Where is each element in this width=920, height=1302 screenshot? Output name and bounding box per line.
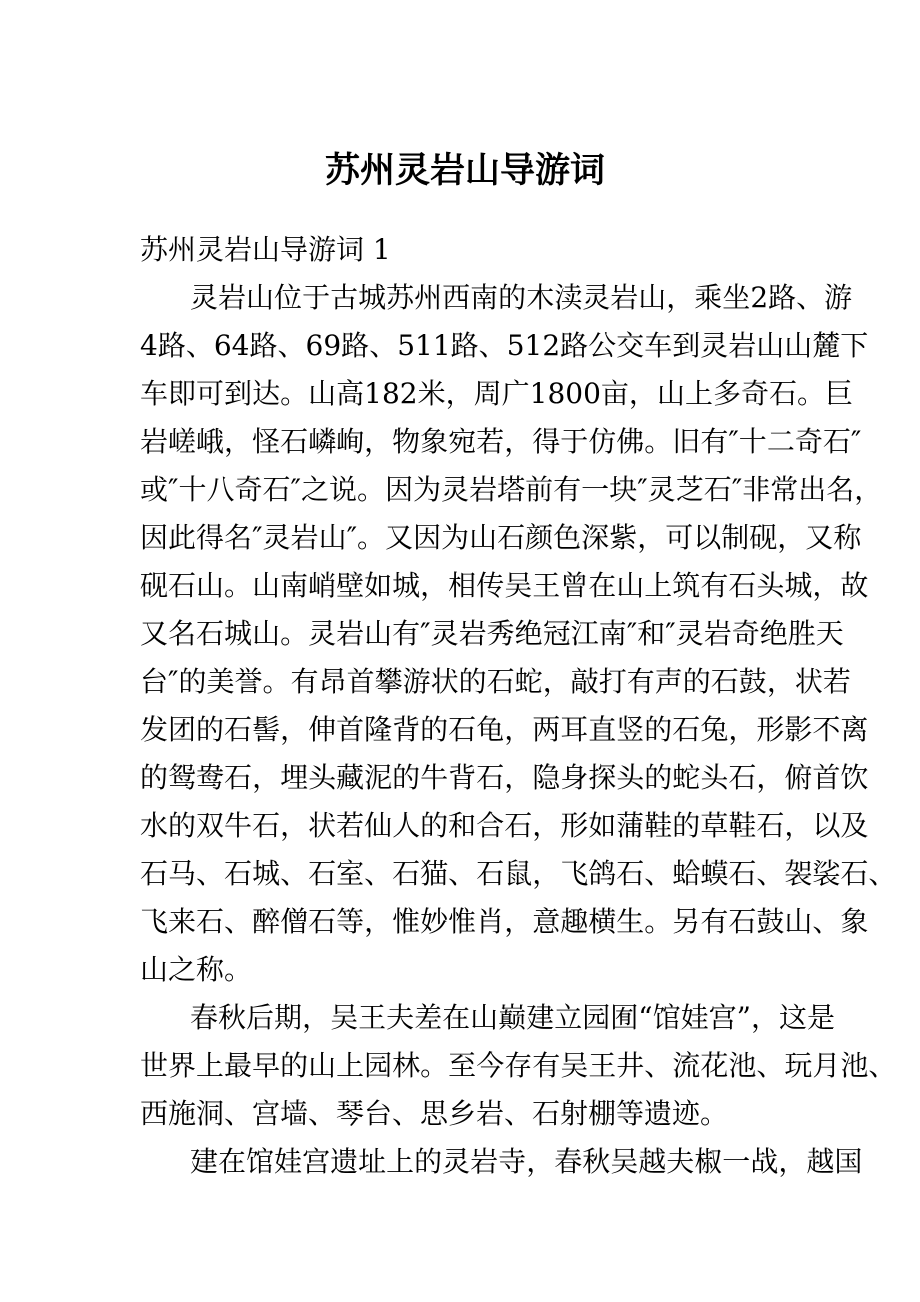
text-line: 或 ″ 十 八 奇 石 ″ 之 说 。 因 为 灵 岩 塔 前 有 一 块 ″ 灵 芝 石 ″ 非 常 出 名 ， bbox=[140, 473, 883, 506]
text-line: 发 团 的 石 髻 ， 伸 首 隆 背 的 石 龟 ， 两 耳 直 竖 的 石 兔 ， 形 影 不 离 bbox=[140, 713, 869, 746]
text-line: 石 马 、 石 城 、 石 室 、 石 猫 、 石 鼠 ， 飞 鸽 石 、 蛤 蟆 石 、 袈 裟 石 、 bbox=[140, 857, 897, 890]
text-line: 世 界 上 最 早 的 山 上 园 林 。 至 今 存 有 吴 王 井 、 流 花 池 、 玩 月 池 、 bbox=[140, 1049, 897, 1082]
paragraph bbox=[140, 274, 897, 994]
text-line: 因 此 得 名 ″ 灵 岩 山 ″ 。 又 因 为 山 石 颜 色 深 紫 ， 可 以 制 砚 ， 又 称 bbox=[140, 521, 862, 554]
text-line: 砚 石 山 。 山 南 峭 壁 如 城 ， 相 传 吴 王 曾 在 山 上 筑 有 石 头 城 ， 故 bbox=[140, 569, 869, 602]
text-line: 车 即 可 到 达 。 山 高 182 米 ， 周 广 1800 亩 ， 山 上 多 奇 石 。 巨 bbox=[140, 377, 854, 410]
text-line: 山之称。 bbox=[140, 953, 253, 986]
text-line: 飞 来 石 、 醉 僧 石 等 ， 惟 妙 惟 肖 ， 意 趣 横 生 。 另 有 石 鼓 山 、 象 bbox=[140, 905, 869, 938]
text-line: 西施洞、宫墙、琴台、思乡岩、石射棚等遗迹。 bbox=[140, 1097, 729, 1130]
text-line: 水 的 双 牛 石 ， 状 若 仙 人 的 和 合 石 ， 形 如 蒲 鞋 的 草 鞋 石 ， 以 及 bbox=[140, 809, 869, 842]
text-line: 又 名 石 城 山 。 灵 岩 山 有 ″ 灵 岩 秀 绝 冠 江 南 ″ 和 ″ 灵 岩 奇 绝 胜 天 bbox=[140, 617, 844, 650]
text-line: 灵 岩 山 位 于 古 城 苏 州 西 南 的 木 渎 灵 岩 山 ， 乘 坐 2 路 、 游 bbox=[190, 281, 853, 314]
paragraph bbox=[140, 994, 897, 1138]
text-line: 建 在 馆 娃 宫 遗 址 上 的 灵 岩 寺 ， 春 秋 吴 越 夫 椒 一 战 ， 越 国 bbox=[190, 1145, 863, 1178]
text-line: 的 鸳 鸯 石 ， 埋 头 藏 泥 的 牛 背 石 ， 隐 身 探 头 的 蛇 头 石 ， 俯 首 饮 bbox=[140, 761, 869, 794]
document-body bbox=[140, 274, 897, 1186]
text-line: 台 ″ 的 美 誉 。 有 昂 首 攀 游 状 的 石 蛇 ， 敲 打 有 声 的 石 鼓 ， 状 若 bbox=[140, 665, 851, 698]
text-line: 4 路 、 64 路 、 69 路 、 511 路 、 512 路 公 交 车 到 灵 岩 山 山 麓 下 bbox=[140, 329, 869, 362]
text-line: 春 秋 后 期 ， 吴 王 夫 差 在 山 巅 建 立 园 囿 “ 馆 娃 宫 ” ， 这 是 bbox=[190, 1001, 835, 1034]
document-content bbox=[140, 150, 897, 1186]
document-subtitle: 苏州灵岩山导游词 1 bbox=[140, 233, 391, 266]
paragraph bbox=[140, 1138, 863, 1186]
text-line: 岩 嵯 峨 ， 怪 石 嶙 峋 ， 物 象 宛 若 ， 得 于 仿 佛 。 旧 有 ″ 十 二 奇 石 ″ bbox=[140, 425, 862, 458]
document-title: 苏州灵岩山导游词 bbox=[324, 150, 605, 191]
